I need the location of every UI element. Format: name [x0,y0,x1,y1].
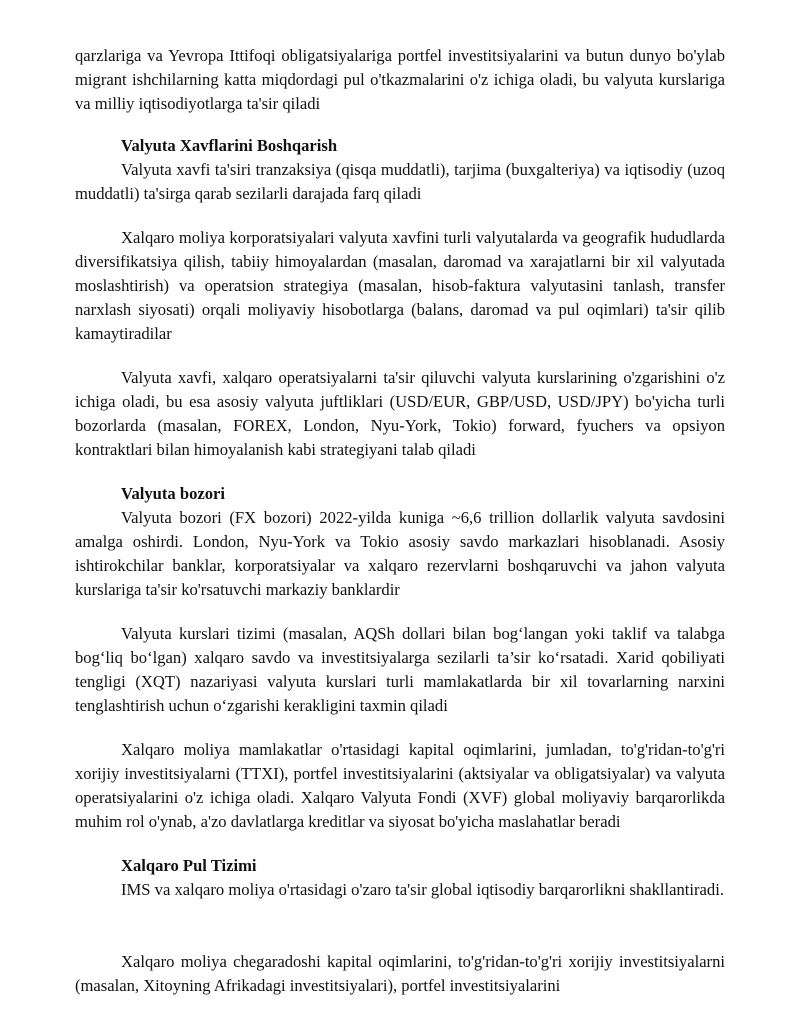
section-heading-currency-market: Valyuta bozori [121,484,226,503]
paragraph: IMS va xalqaro moliya o'rtasidagi o'zaro ta'sir global iqtisodiy barqarorlikni shakllantiradi. [121,880,724,899]
paragraph: Xalqaro moliya chegaradoshi kapital oqimlarini, to'g'ridan-to'g'ri xorijiy investitsiyalarni (masalan, Xitoyning Afrikadagi investitsiyalari), portfel investitsiyalarini [75,952,725,995]
spacer [75,902,725,950]
spacer [75,602,725,622]
paragraph: Valyuta xavfi, xalqaro operatsiyalarni ta'sir qiluvchi valyuta kurslarining o'zgarishini o'z ichiga oladi, bu esa asosiy valyuta juftliklari (USD/EUR, GBP/USD, USD/JPY) bo'yicha turli bozorlarda (masalan, FOREX, London, Nyu-York, Tokio) forward, fyuchers va opsiyon kontraktlari bilan himoyalanish kabi strategiyani talab qiladi [75,368,725,459]
spacer [75,116,725,134]
spacer [75,206,725,226]
paragraph: Valyuta bozori (FX bozori) 2022-yilda kuniga ~6,6 trillion dollarlik valyuta savdosini amalga oshirdi. London, Nyu-York va Tokio asosiy savdo markazlari hisoblanadi. Asosiy ishtirokchilar banklar, korporatsiyalar va xalqaro rezervlarni boshqaruvchi va jahon valyuta kurslariga ta'sir ko'rsatuvchi markaziy banklardir [75,508,725,599]
paragraph: Xalqaro moliya mamlakatlar o'rtasidagi kapital oqimlarini, jumladan, to'g'ridan-to'g'ri xorijiy investitsiyalarni (TTXI), portfel investitsiyalarini (aktsiyalar va obligatsiyalar) va valyuta operatsiyalarini o'z ichiga oladi. Xalqaro Valyuta Fondi (XVF) global moliyaviy barqarorlikda muhim rol o'ynab, a'zo davlatlarga kreditlar va siyosat bo'yicha maslahatlar beradi [75,740,725,831]
paragraph: Valyuta xavfi ta'siri tranzaksiya (qisqa muddatli), tarjima (buxgalteriya) va iqtisodiy (uzoq muddatli) ta'sirga qarab sezilarli darajada farq qiladi [75,160,725,203]
section-heading-currency-risk: Valyuta Xavflarini Boshqarish [121,136,338,155]
spacer [75,718,725,738]
spacer [75,834,725,854]
paragraph: Xalqaro moliya korporatsiyalari valyuta xavfini turli valyutalarda va geografik hududlarda diversifikatsiya qilish, tabiiy himoyalardan (masalan, daromad va xarajatlarni bir xil valyutada moslashtirish) va operatsion strategiya (masalan, hisob-faktura valyutasini tanlash, transfer narxlash siyosati) orqali moliyaviy hisobotlarga (balans, daromad va pul oqimlari) ta'sir qilib kamaytiradilar [75,228,725,343]
paragraph: Valyuta kurslari tizimi (masalan, AQSh dollari bilan bog‘langan yoki taklif va talabga bog‘liq bo‘lgan) xalqaro savdo va investitsiyalarga sezilarli ta’sir ko‘rsatadi. Xarid qobiliyati tengligi (XQT) nazariyasi valyuta kurslari turli mamlakatlarda bir xil tovarlarning narxini tenglashtirish uchun o‘zgarishi kerakligini taxmin qiladi [75,624,725,715]
intro-paragraph: qarzlariga va Yevropa Ittifoqi obligatsiyalariga portfel investitsiyalarini va butun dunyo bo'ylab migrant ishchilarning katta miqdordagi pul o'tkazmalarini o'z ichiga oladi, bu valyuta kurslariga va milliy iqtisodiyotlarga ta'sir qiladi [75,46,725,113]
spacer [75,346,725,366]
section-heading-monetary-system: Xalqaro Pul Tizimi [121,856,257,875]
spacer [75,462,725,482]
